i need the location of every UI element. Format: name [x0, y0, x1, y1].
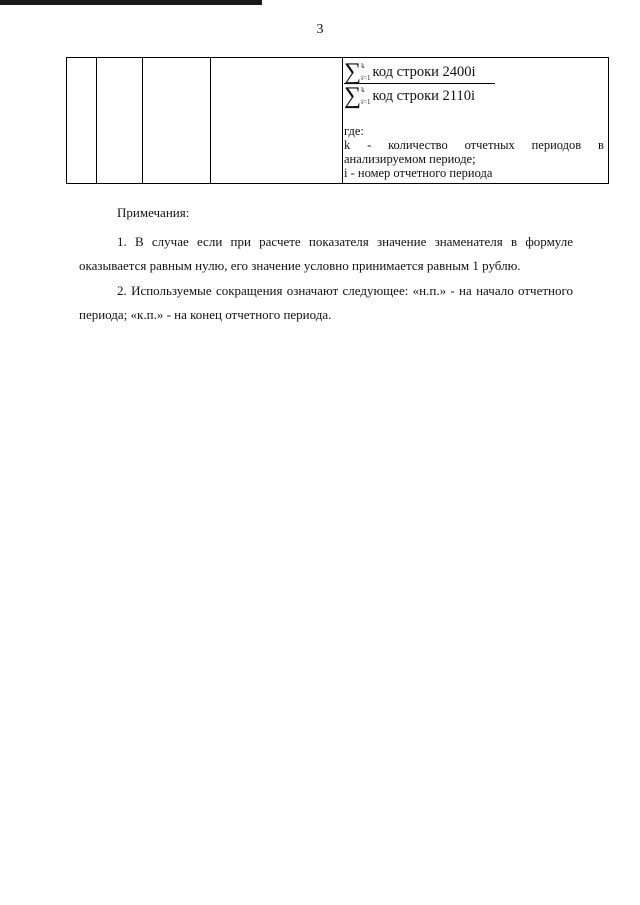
where-label: где:	[344, 124, 364, 138]
page-number: 3	[316, 22, 324, 37]
k-word: в	[598, 138, 604, 152]
table-column-divider	[142, 58, 143, 183]
formula-numerator: код строки 2400i	[372, 64, 476, 80]
sum-sign: ∑	[344, 59, 362, 85]
indicator-table	[66, 57, 609, 184]
k-word: количество	[388, 138, 448, 152]
formula-denominator: код строки 2110i	[372, 88, 476, 104]
sum-lower-limit: i=1	[361, 74, 371, 82]
k-word: периодов	[531, 138, 582, 152]
sum-limits	[361, 62, 370, 82]
table-column-divider	[96, 58, 97, 183]
formula-cell	[342, 58, 608, 183]
k-word: отчетных	[464, 138, 515, 152]
formula-numerator-row	[344, 59, 495, 85]
note-2	[79, 279, 573, 327]
note-2-line-1: 2. Используемые сокращения означают следующее: «н.п.» - на начало отчетного	[117, 283, 573, 298]
notes-heading: Примечания:	[117, 205, 190, 220]
k-definition-continued: анализируемом периоде;	[344, 152, 476, 166]
sum-lower-limit: i=1	[361, 98, 371, 106]
note-2-line-2: периода; «к.п.» - на конец отчетного периода.	[79, 307, 332, 322]
note-1-line-2: оказывается равным нулю, его значение условно принимается равным 1 рублю.	[79, 258, 521, 273]
fraction-bar	[344, 83, 495, 84]
sum-limits	[361, 86, 370, 106]
formula-denominator-row	[344, 83, 495, 109]
k-definition-line	[344, 138, 604, 152]
i-definition: i - номер отчетного периода	[344, 166, 493, 180]
sum-upper-limit: k	[361, 62, 365, 70]
k-word: -	[367, 138, 372, 152]
note-1-line-1: 1. В случае если при расчете показателя значение знаменателя в формуле	[117, 234, 573, 249]
note-1	[79, 230, 573, 278]
sum-sign: ∑	[344, 83, 362, 109]
sum-upper-limit: k	[361, 86, 365, 94]
formula	[344, 59, 495, 109]
scan-edge-mark	[0, 0, 262, 5]
table-column-divider	[210, 58, 211, 183]
k-word: k	[344, 138, 351, 152]
